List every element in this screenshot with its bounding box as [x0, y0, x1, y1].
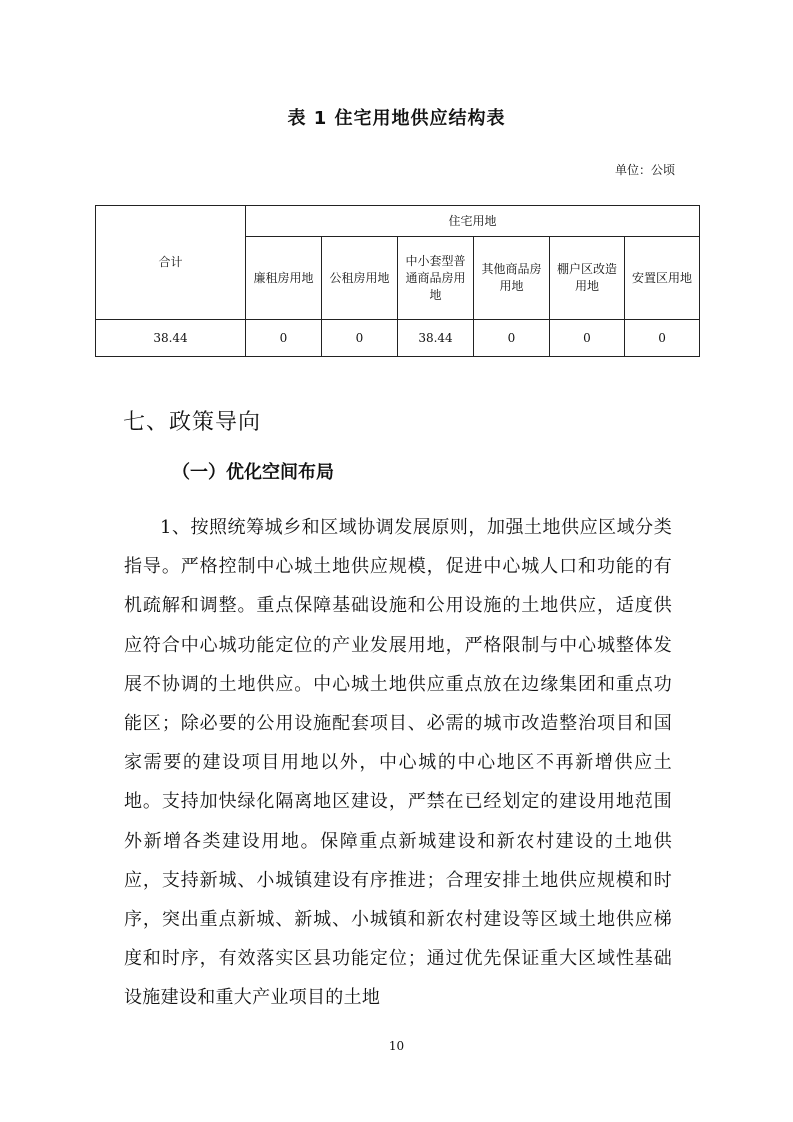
header-column: 廉租房用地: [246, 237, 322, 320]
header-column: 中小套型普通商品房用地: [398, 237, 474, 320]
header-column: 其他商品房用地: [474, 237, 550, 320]
table-cell: 0: [625, 320, 700, 357]
table-cell: 0: [474, 320, 550, 357]
table-cell: 0: [550, 320, 625, 357]
body-paragraph: 1、按照统筹城乡和区域协调发展原则，加强土地供应区域分类指导。严格控制中心城土地供应规模，促进中心城人口和功能的有机疏解和调整。重点保障基础设施和公用设施的土地供应，适度供应符合中心城功能定位的产业发展用地，严格限制与中心城整体发展不协调的土地供应。中心城土地供应重点放在边缘集团和重点功能区；除必要的公用设施配套项目、必需的城市改造整治项目和国家需要的建设项目用地以外，中心城的中心地区不再新增供应土地。支持加快绿化隔离地区建设，严禁在已经划定的建设用地范围外新增各类建设用地。保障重点新城建设和新农村建设的土地供应，支持新城、小城镇建设有序推进；合理安排土地供应规模和时序，突出重点新城、新城、小城镇和新农村建设等区域土地供应梯度和时序，有效落实区县功能定位；通过优先保证重大区域性基础设施建设和重大产业项目的土地: [124, 517, 672, 1009]
header-column: 公租房用地: [322, 237, 398, 320]
table-cell: 38.44: [398, 320, 474, 357]
table-row: [96, 320, 700, 357]
table-unit: 单位：公顷: [614, 163, 675, 177]
table-cell: 0: [246, 320, 322, 357]
section-heading: 七、政策导向: [123, 410, 262, 435]
header-group-residential: 住宅用地: [246, 206, 700, 237]
table-title: 表 1 住宅用地供应结构表: [287, 108, 506, 129]
header-total: 合计: [96, 206, 246, 320]
table-cell: 0: [322, 320, 398, 357]
header-column: 安置区用地: [625, 237, 700, 320]
subsection-heading: （一）优化空间布局: [172, 462, 334, 483]
page-number: 10: [388, 1039, 405, 1053]
table-header-row: [96, 206, 700, 237]
header-column: 棚户区改造用地: [550, 237, 625, 320]
cell-total: 38.44: [96, 320, 246, 357]
land-supply-table: [95, 205, 700, 357]
